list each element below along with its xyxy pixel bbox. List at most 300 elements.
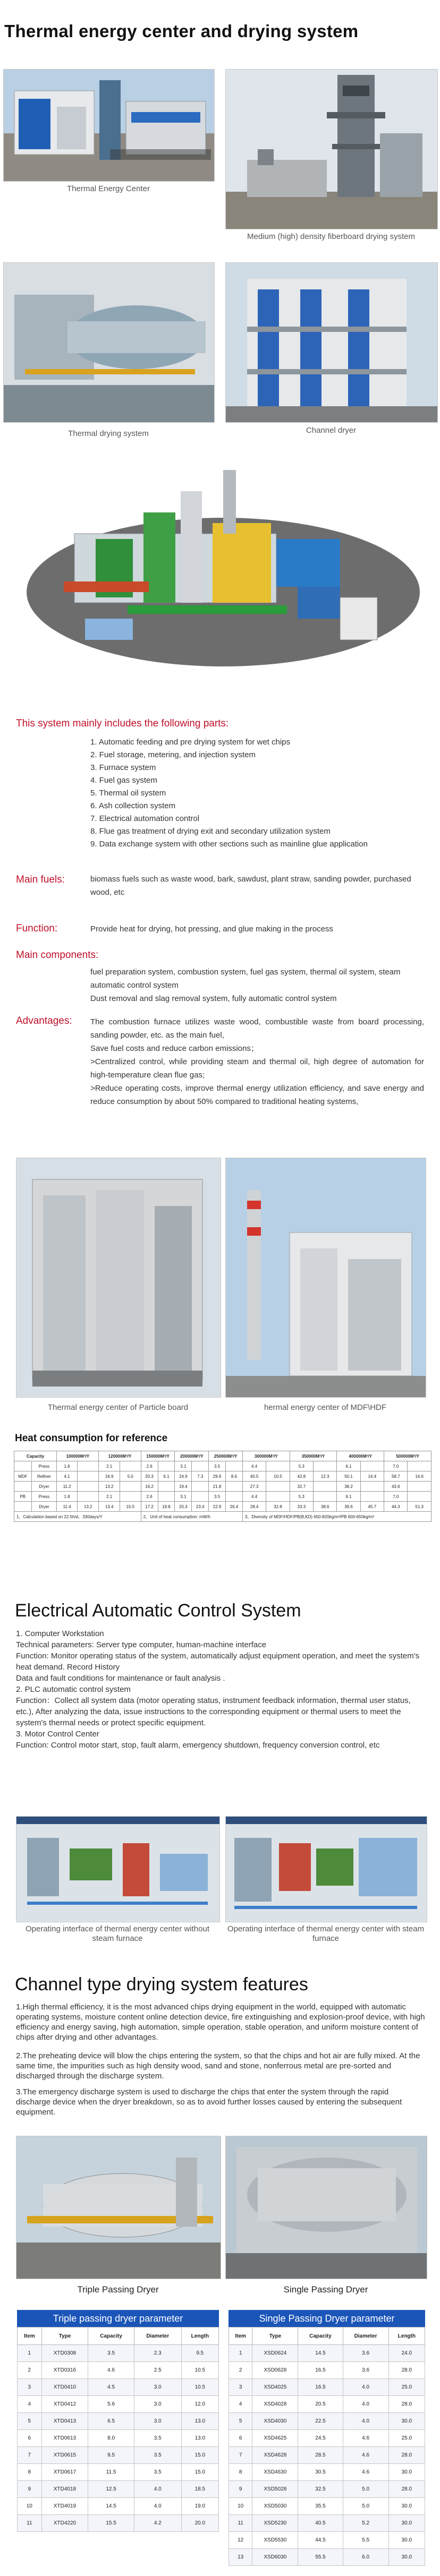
column-header: Item: [18, 2327, 42, 2345]
column-header: Diameter: [343, 2327, 388, 2345]
table-cell: 8.6: [226, 1471, 243, 1482]
table-cell: 28.5: [298, 2447, 343, 2464]
table-row: [14, 1461, 431, 1471]
table-cell: XSD4625: [252, 2430, 298, 2447]
list-item: 1. Automatic feeding and pre drying system for wet chips: [90, 738, 291, 747]
table-cell: XTD0613: [41, 2430, 88, 2447]
table-row: [18, 2515, 219, 2532]
table-cell: [266, 1492, 290, 1502]
table-cell: 4.4: [242, 1492, 266, 1502]
table-cell: 11: [18, 2515, 42, 2532]
table-cell: 15.5: [120, 1502, 141, 1512]
list-item: 4. Fuel gas system: [90, 776, 157, 785]
table-cell: 20.5: [298, 2396, 343, 2413]
table-cell: 20.0: [181, 2515, 218, 2532]
column-header: Length: [388, 2327, 425, 2345]
table-cell: 10.5: [266, 1471, 290, 1482]
table-cell: 40.5: [298, 2515, 343, 2532]
table-cell: 5.0: [120, 1471, 141, 1482]
heat-note: 3、Diversity of MDF/HDF/PB(B,KD) 650-820kg/m³/PB 600-650kg/m³: [242, 1512, 431, 1522]
table-cell: 7.3: [192, 1471, 209, 1482]
table-cell: 38.6: [313, 1502, 336, 1512]
table-cell: [360, 1482, 384, 1492]
table-cell: 35.5: [298, 2498, 343, 2515]
table-cell: 9: [229, 2481, 252, 2498]
table-cell: XTD0617: [41, 2464, 88, 2481]
table-cell: 14.4: [360, 1471, 384, 1482]
table-cell: 44.3: [384, 1502, 408, 1512]
thermal-drying-system-photo: [3, 262, 215, 423]
table-cell: 4.6: [343, 2430, 388, 2447]
row-label: Refiner: [31, 1471, 57, 1482]
table-cell: 11.4: [57, 1502, 78, 1512]
table-cell: 32.5: [298, 2481, 343, 2498]
table-cell: 4.0: [134, 2481, 181, 2498]
table-cell: 44.5: [298, 2532, 343, 2549]
table-cell: 38.2: [337, 1482, 360, 1492]
table-cell: 51.3: [408, 1502, 431, 1512]
table-cell: 13.2: [78, 1502, 99, 1512]
list-item: 8. Flue gas treatment of drying exit and secondary utilization system: [90, 827, 331, 836]
table-cell: 22.9: [209, 1502, 226, 1512]
table-cell: 9.5: [88, 2447, 134, 2464]
table-cell: 30.0: [388, 2515, 425, 2532]
table-cell: [158, 1461, 175, 1471]
table-cell: 4.5: [88, 2379, 134, 2396]
table-cell: [360, 1461, 384, 1471]
table-cell: 11.2: [57, 1482, 78, 1492]
table-cell: 11: [229, 2515, 252, 2532]
table-cell: 14.5: [88, 2498, 134, 2515]
control-line: 2. PLC automatic control system: [16, 1685, 131, 1694]
table-cell: XSD0628: [252, 2362, 298, 2379]
table-cell: 20.3: [141, 1471, 158, 1482]
table-row: [14, 1502, 431, 1512]
mdf-hdf-thermal-center-photo: [225, 1158, 426, 1398]
table-row: [229, 2362, 425, 2379]
table-row: [229, 2464, 425, 2481]
table-cell: 4.0: [343, 2413, 388, 2430]
control-line: 3. Motor Control Center: [16, 1730, 99, 1739]
table-row: [229, 2396, 425, 2413]
table-row: [229, 2481, 425, 2498]
table-cell: 4.1: [57, 1471, 78, 1482]
table-cell: 24.9: [175, 1471, 192, 1482]
main-fuels-text: biomass fuels such as waste wood, bark, sawdust, plant straw, sanding powder, purchased wood, etc: [90, 875, 411, 897]
table-cell: [78, 1461, 99, 1471]
hmi-screen-without-steam-furnace: [16, 1816, 220, 1922]
table-row: [229, 2515, 425, 2532]
table-cell: 2.1: [99, 1492, 120, 1502]
plant-3d-model-illustration: [21, 459, 425, 669]
table-cell: 15.0: [181, 2447, 218, 2464]
table-cell: 13.4: [99, 1502, 120, 1512]
table-cell: 5.6: [88, 2396, 134, 2413]
table-cell: XSD6030: [252, 2549, 298, 2566]
list-item: 3. Furnace system: [90, 763, 156, 772]
table-cell: 11.5: [88, 2464, 134, 2481]
main-fuels-label: Main fuels:: [16, 874, 65, 885]
table-row: [18, 2345, 219, 2362]
list-item: 6. Ash collection system: [90, 801, 176, 810]
table-cell: [408, 1492, 431, 1502]
heat-consumption-table: [14, 1451, 431, 1522]
photo-caption-mdf-hdf-center: hermal energy center of MDF\HDF: [264, 1403, 387, 1412]
parts-title: This system mainly includes the following parts:: [16, 718, 229, 729]
control-section-title: Electrical Automatic Control System: [15, 1601, 301, 1621]
table-cell: 25.0: [388, 2379, 425, 2396]
table-cell: 27.3: [242, 1482, 266, 1492]
table-cell: 25.0: [388, 2430, 425, 2447]
table-cell: 8: [18, 2464, 42, 2481]
table-cell: 50.1: [337, 1471, 360, 1482]
table-cell: XTD0308: [41, 2345, 88, 2362]
component-line: Dust removal and slag removal system, fully automatic control system: [90, 994, 337, 1003]
table-row: [18, 2396, 219, 2413]
thermal-energy-center-photo: [3, 69, 215, 182]
capacity-col: 350000M³/Y: [290, 1451, 337, 1461]
table-cell: 8.0: [88, 2430, 134, 2447]
table-cell: 30.0: [388, 2498, 425, 2515]
table-cell: 40.5: [242, 1471, 266, 1482]
table-cell: [226, 1461, 243, 1471]
table-cell: 7.0: [384, 1492, 408, 1502]
table-cell: [192, 1461, 209, 1471]
table-cell: 14.5: [298, 2345, 343, 2362]
table-cell: 1.6: [57, 1461, 78, 1471]
table-cell: [226, 1492, 243, 1502]
table-cell: 43.6: [384, 1482, 408, 1492]
table-cell: 1: [18, 2345, 42, 2362]
table-cell: [313, 1492, 336, 1502]
table-cell: XSD4630: [252, 2464, 298, 2481]
table-cell: 7: [18, 2447, 42, 2464]
table-cell: 3.6: [343, 2345, 388, 2362]
table-cell: [158, 1482, 175, 1492]
table-cell: [120, 1492, 141, 1502]
table-cell: 2.3: [134, 2345, 181, 2362]
table-cell: XSD5530: [252, 2532, 298, 2549]
table-cell: [313, 1482, 336, 1492]
table-cell: XTD0615: [41, 2447, 88, 2464]
table-cell: 2: [229, 2362, 252, 2379]
row-group: [14, 1482, 32, 1492]
component-line: fuel preparation system, combustion system, fuel gas system, thermal oil system, steam automatic control system: [90, 968, 401, 990]
table-cell: 13.2: [99, 1482, 120, 1492]
capacity-col: 100000M³/Y: [57, 1451, 99, 1461]
single-dryer-parameter-table: [229, 2327, 425, 2566]
hmi-caption-without-steam: Operating interface of thermal energy center without steam furnace: [25, 1924, 210, 1943]
table-cell: 7.0: [384, 1461, 408, 1471]
row-group: [14, 1502, 32, 1512]
capacity-col: 300000M³/Y: [242, 1451, 290, 1461]
table-row: [18, 2498, 219, 2515]
table-cell: 6: [18, 2430, 42, 2447]
hmi-screen-with-steam-furnace: [225, 1816, 427, 1922]
table-cell: 16.9: [99, 1471, 120, 1482]
table-cell: 2.5: [134, 2362, 181, 2379]
table-cell: 3: [18, 2379, 42, 2396]
table-cell: 3.5: [209, 1461, 226, 1471]
table-row: [18, 2481, 219, 2498]
channel-section-title: Channel type drying system features: [15, 1974, 308, 1995]
table-row: [229, 2532, 425, 2549]
table-cell: 9.5: [181, 2345, 218, 2362]
table-cell: 28.0: [388, 2447, 425, 2464]
hmi-caption-with-steam: Operating interface of thermal energy center with steam furnace: [227, 1924, 425, 1943]
single-table-title: Single Passing Dryer parameter: [229, 2310, 425, 2327]
table-cell: [78, 1492, 99, 1502]
list-item: 2. Fuel storage, metering, and injection system: [90, 750, 256, 759]
table-cell: 6: [229, 2430, 252, 2447]
table-cell: [266, 1461, 290, 1471]
table-cell: 6.0: [343, 2549, 388, 2566]
advantages-label: Advantages:: [16, 1015, 72, 1026]
table-cell: 32.8: [266, 1502, 290, 1512]
table-cell: [120, 1461, 141, 1471]
table-cell: 5.3: [290, 1492, 313, 1502]
advantages-text: [90, 1015, 424, 1108]
table-cell: 4.0: [343, 2379, 388, 2396]
table-row: [18, 2430, 219, 2447]
table-cell: 12.5: [88, 2481, 134, 2498]
main-components-label: Main components:: [16, 949, 99, 961]
table-cell: 5.5: [343, 2532, 388, 2549]
row-group: [14, 1461, 32, 1471]
table-cell: 24.5: [298, 2430, 343, 2447]
list-item: 9. Data exchange system with other sections such as mainline glue application: [90, 840, 368, 849]
table-row: [229, 2430, 425, 2447]
table-cell: 16.2: [141, 1482, 158, 1492]
table-cell: 6.1: [337, 1461, 360, 1471]
control-line: Function: Monitor operating status of the system, automatically adjust equipment operation, and meet the system's heat demand. Record History: [16, 1651, 420, 1672]
table-cell: 5.0: [343, 2481, 388, 2498]
table-cell: 30.0: [388, 2532, 425, 2549]
table-cell: 16.5: [298, 2379, 343, 2396]
table-cell: 22.5: [298, 2413, 343, 2430]
table-cell: 4.6: [88, 2362, 134, 2379]
table-cell: 42.8: [290, 1471, 313, 1482]
triple-dryer-parameter-table: [17, 2327, 219, 2532]
table-cell: [78, 1471, 99, 1482]
table-cell: 29.9: [209, 1471, 226, 1482]
heat-consumption-title: Heat consumption for reference: [15, 1433, 168, 1444]
table-cell: 5: [18, 2413, 42, 2430]
channel-feature-1: 1.High thermal efficiency, it is the most advanced chips drying equipment in the world, equipped with automatic operating systems, moisture content online detection device, fire extinguishing and explosion-proof device, with high efficiency and energy saving, high automation, simple operation, stable operation, and uniform moisture content of chips after drying and other advantages.: [16, 2002, 425, 2042]
column-header: Item: [229, 2327, 252, 2345]
table-cell: 16.5: [298, 2362, 343, 2379]
table-cell: [78, 1482, 99, 1492]
table-cell: 17.2: [141, 1502, 158, 1512]
column-header: Type: [41, 2327, 88, 2345]
heat-table-body: [14, 1461, 431, 1512]
table-cell: 5.0: [343, 2498, 388, 2515]
table-cell: XTD4019: [41, 2498, 88, 2515]
table-cell: 12: [229, 2532, 252, 2549]
table-cell: 23.4: [192, 1502, 209, 1512]
table-cell: 24.0: [388, 2345, 425, 2362]
table-cell: 19.4: [175, 1482, 192, 1492]
column-header: Capacity: [88, 2327, 134, 2345]
table-cell: 1.8: [57, 1492, 78, 1502]
photo-caption-single-dryer: Single Passing Dryer: [283, 2284, 368, 2295]
table-cell: 10.5: [181, 2362, 218, 2379]
table-cell: 4.6: [343, 2464, 388, 2481]
table-row: [229, 2345, 425, 2362]
row-label: Dryer: [31, 1502, 57, 1512]
table-cell: 13.0: [181, 2430, 218, 2447]
table-cell: 5.2: [343, 2515, 388, 2532]
table-cell: 28.0: [388, 2481, 425, 2498]
main-components-text: [90, 965, 424, 1005]
capacity-col: 250000M³/Y: [209, 1451, 243, 1461]
table-cell: 30.5: [298, 2464, 343, 2481]
table-cell: 30.0: [388, 2464, 425, 2481]
table-row: [229, 2379, 425, 2396]
table-cell: 32.7: [290, 1482, 313, 1492]
table-row: [229, 2413, 425, 2430]
table-cell: 58.7: [384, 1471, 408, 1482]
table-cell: XSD5230: [252, 2515, 298, 2532]
table-cell: 5.3: [290, 1461, 313, 1471]
table-cell: 12.3: [313, 1471, 336, 1482]
table-cell: 2.1: [99, 1461, 120, 1471]
table-cell: XTD0412: [41, 2396, 88, 2413]
table-row: [229, 2447, 425, 2464]
table-cell: XSD4030: [252, 2413, 298, 2430]
row-group: MDF: [14, 1471, 32, 1482]
triple-passing-dryer-photo: [16, 2136, 221, 2279]
table-row: [18, 2413, 219, 2430]
table-cell: 20.3: [175, 1502, 192, 1512]
table-cell: [226, 1482, 243, 1492]
particle-board-thermal-center-photo: [16, 1158, 221, 1398]
parts-list: [90, 736, 430, 851]
function-text: Provide heat for drying, hot pressing, and glue making in the process: [90, 925, 333, 934]
table-cell: 3.6: [343, 2362, 388, 2379]
table-cell: 6.5: [88, 2413, 134, 2430]
photo-caption-fiberboard-drying: Medium (high) density fiberboard drying system: [247, 232, 415, 241]
table-cell: XTD0316: [41, 2362, 88, 2379]
table-cell: 1: [229, 2345, 252, 2362]
table-cell: 19.8: [158, 1502, 175, 1512]
table-cell: 26.4: [226, 1502, 243, 1512]
table-cell: 6.1: [158, 1471, 175, 1482]
table-cell: 21.8: [209, 1482, 226, 1492]
table-cell: [192, 1482, 209, 1492]
column-header: Diameter: [134, 2327, 181, 2345]
table-row: [18, 2447, 219, 2464]
page-title: Thermal energy center and drying system: [4, 21, 359, 41]
table-cell: 2.6: [141, 1461, 158, 1471]
table-cell: 8: [229, 2464, 252, 2481]
table-cell: 45.7: [360, 1502, 384, 1512]
table-cell: 3.5: [134, 2430, 181, 2447]
table-cell: 3.5: [134, 2447, 181, 2464]
column-header: Type: [252, 2327, 298, 2345]
control-description: [16, 1628, 426, 1751]
table-cell: 16.6: [408, 1471, 431, 1482]
table-cell: XTD4220: [41, 2515, 88, 2532]
heat-note: 1、Calculation based on 22.5h/d、330days/Y: [14, 1512, 141, 1522]
table-cell: 13.0: [181, 2413, 218, 2430]
table-cell: 15.0: [181, 2464, 218, 2481]
table-cell: 4.0: [343, 2396, 388, 2413]
advantage-line: Save fuel costs and reduce carbon emissions；: [90, 1044, 259, 1053]
table-cell: 15.5: [88, 2515, 134, 2532]
table-cell: XSD0624: [252, 2345, 298, 2362]
table-cell: 19.0: [181, 2498, 218, 2515]
function-label: Function:: [16, 923, 58, 934]
table-cell: 3.1: [175, 1461, 192, 1471]
channel-dryer-photo: [225, 262, 438, 423]
table-cell: [313, 1461, 336, 1471]
table-row: [14, 1471, 431, 1482]
row-group: PB: [14, 1492, 32, 1502]
table-row: [229, 2549, 425, 2566]
row-label: Press: [31, 1461, 57, 1471]
table-cell: [120, 1482, 141, 1492]
photo-caption-particle-board-center: Thermal energy center of Particle board: [47, 1403, 189, 1412]
table-cell: 3.5: [209, 1492, 226, 1502]
table-cell: 28.4: [242, 1502, 266, 1512]
table-cell: XSD5028: [252, 2481, 298, 2498]
channel-feature-3: 3.The emergency discharge system is used to discharge the chips that enter the system through the rapid discharge device when the dryer breakdown, so as to avoid further losses caused by entering the subsequent equipment.: [16, 2087, 402, 2117]
table-cell: 3.0: [134, 2413, 181, 2430]
table-row: [18, 2362, 219, 2379]
advantage-line: >Reduce operating costs, improve thermal energy utilization efficiency, and save energy and reduce consumption by about 50% compared to traditional heating systems,: [90, 1084, 424, 1106]
table-cell: 30.0: [388, 2549, 425, 2566]
capacity-col: 500000M³/Y: [384, 1451, 431, 1461]
table-cell: 4.2: [134, 2515, 181, 2532]
table-cell: 7: [229, 2447, 252, 2464]
table-cell: 3.0: [134, 2379, 181, 2396]
list-item: 5. Thermal oil system: [90, 789, 166, 798]
table-cell: 2: [18, 2362, 42, 2379]
table-cell: XTD0410: [41, 2379, 88, 2396]
table-cell: 3.0: [134, 2396, 181, 2413]
column-header: Length: [181, 2327, 218, 2345]
table-cell: 12.0: [181, 2396, 218, 2413]
table-cell: [158, 1492, 175, 1502]
table-cell: 30.0: [388, 2413, 425, 2430]
column-header: Capacity: [298, 2327, 343, 2345]
table-cell: 28.0: [388, 2362, 425, 2379]
table-cell: XTD4018: [41, 2481, 88, 2498]
table-cell: 3.5: [134, 2464, 181, 2481]
table-cell: 18.5: [181, 2481, 218, 2498]
row-label: Press: [31, 1492, 57, 1502]
table-cell: 6.1: [337, 1492, 360, 1502]
table-cell: 3.5: [88, 2345, 134, 2362]
table-cell: 5: [229, 2413, 252, 2430]
table-row: [14, 1482, 431, 1492]
table-cell: 4.6: [343, 2447, 388, 2464]
table-cell: XSD4025: [252, 2379, 298, 2396]
table-cell: 3: [229, 2379, 252, 2396]
capacity-col: 400000M³/Y: [337, 1451, 384, 1461]
single-passing-dryer-photo: [225, 2136, 427, 2279]
table-cell: 2.6: [141, 1492, 158, 1502]
control-line: Data and fault conditions for maintenance or fault analysis .: [16, 1674, 225, 1683]
table-row: [229, 2498, 425, 2515]
photo-caption-thermal-drying: Thermal drying system: [68, 429, 149, 438]
photo-caption-thermal-energy-center: Thermal Energy Center: [67, 184, 150, 193]
table-cell: 13: [229, 2549, 252, 2566]
triple-table-title: Triple passing dryer parameter: [17, 2310, 219, 2327]
table-row: [18, 2464, 219, 2481]
table-cell: 39.6: [337, 1502, 360, 1512]
